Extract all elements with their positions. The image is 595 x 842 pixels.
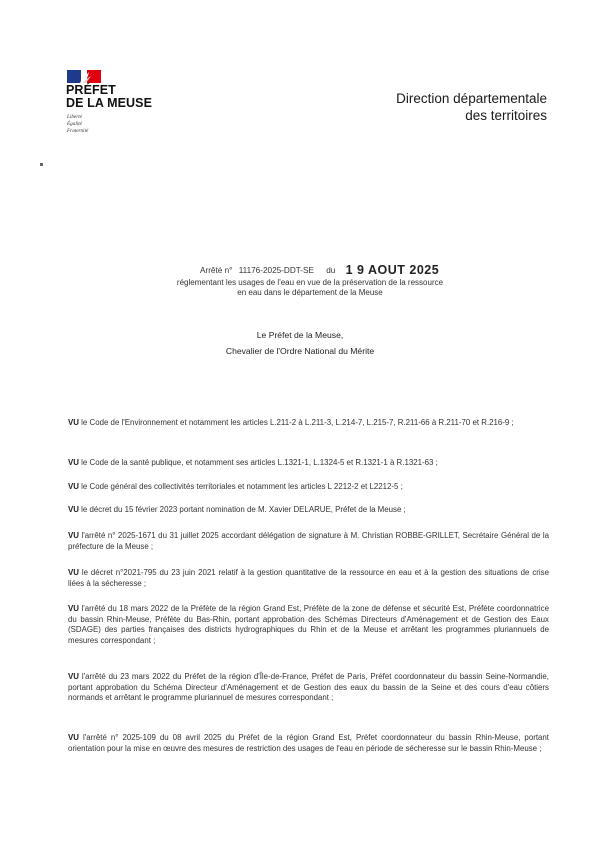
visa-paragraph — [68, 531, 549, 552]
motto-liberte: Liberté — [67, 114, 82, 120]
visa-text: l'arrêté n° 2025-109 du 08 avril 2025 du Préfet de la région Grand Est, Préfet coordonnateur du bassin Rhin-Meuse, portant orientation pour la mise en œuvre des mesures de restriction des usages de l'eau en période de sécheresse sur le bassin Rhin-Meuse ; — [68, 733, 549, 753]
motto-egalite: Égalité — [67, 121, 82, 128]
vu-label: VU — [68, 568, 79, 577]
vu-label: VU — [68, 505, 79, 514]
visa-paragraph — [68, 458, 549, 469]
visa-paragraph — [68, 505, 549, 516]
issuing-authority — [150, 328, 450, 359]
logo-line-2: DE LA MEUSE — [66, 96, 153, 110]
decree-heading — [200, 262, 439, 276]
department-line-1: Direction départementale — [396, 91, 547, 106]
visa-text: le Code de l'Environnement et notamment les articles L.211-2 à L.211-3, L.214-7, L.215-7, R.211-66 à R.211-70 et R.216-9 ; — [81, 418, 514, 427]
vu-label: VU — [68, 604, 79, 613]
visa-paragraph — [68, 418, 549, 429]
visa-text: l'arrêté du 18 mars 2022 de la Préfète de la région Grand Est, Préfète de la zone de défense et sécurité Est, Préfète coordonnatrice du bassin Rhin-Meuse, Préfète du Bas-Rhin, portant approbation des Schémas Directeurs d'Aménagement et de Gestion des Eaux (SDAGE) des parties françaises des districts hydrographiques du Rhin et de la Meuse et arrêtant les programmes pluriannuels de mesures correspondant ; — [68, 604, 549, 645]
motto-fraternite: Fraternité — [67, 128, 89, 135]
visa-text: l'arrêté du 23 mars 2022 du Préfet de la région d'Île-de-France, Préfet de Paris, Préfet coordonnateur du bassin Seine-Normandie, portant approbation du Schéma Directeur d'Aménagement et de Gestion des eaux du bassin de la Seine et des cours d'eau côtiers normands et arrêtant le programme pluriannuel de mesures correspondant ; — [68, 672, 549, 703]
visa-paragraph — [68, 568, 549, 589]
margin-mark — [40, 163, 43, 166]
subject-line-2: en eau dans le département de la Meuse — [237, 288, 383, 297]
visa-text: le Code général des collectivités territoriales et notamment les articles L 2212-2 et L2212-5 ; — [81, 482, 403, 491]
visa-paragraph — [68, 672, 549, 704]
logo-line-1: PRÉFET — [66, 83, 116, 97]
decree-subject — [130, 278, 490, 298]
authority-line-2: Chevalier de l'Ordre National du Mérite — [225, 345, 375, 356]
visa-paragraph — [68, 482, 549, 493]
vu-label: VU — [68, 418, 79, 427]
visa-text: l'arrêté n° 2025-1671 du 31 juillet 2025 accordant délégation de signature à M. Christian ROBBE-GRILLET, Secrétaire Général de la préfecture de la Meuse ; — [68, 531, 549, 551]
authority-line-1: Le Préfet de la Meuse, — [256, 330, 344, 340]
vu-label: VU — [68, 733, 79, 742]
department-name — [396, 90, 547, 124]
decree-number: 11176-2025-DDT-SE — [238, 266, 314, 275]
visa-text: le décret n°2021-795 du 23 juin 2021 relatif à la gestion quantitative de la ressource en eau et à la gestion des situations de crise liées à la sécheresse ; — [68, 568, 549, 588]
vu-label: VU — [68, 458, 79, 467]
republic-motto — [67, 114, 88, 136]
date-stamp: 1 9 AOUT 2025 — [345, 263, 440, 277]
visa-paragraph — [68, 604, 549, 646]
visa-text: le décret du 15 février 2023 portant nomination de M. Xavier DELARUE, Préfet de la Meuse ; — [81, 505, 406, 514]
prefecture-logo-title — [66, 84, 152, 110]
decree-date-prefix: du — [326, 266, 336, 275]
vu-label: VU — [68, 482, 79, 491]
subject-line-1: réglementant les usages de l'eau en vue de la préservation de la ressource — [176, 278, 444, 287]
department-line-2: des territoires — [465, 108, 547, 123]
visa-text: le Code de la santé publique, et notamment ses articles L.1321-1, L.1324-5 et R.1321-1 à R.1321-63 ; — [81, 458, 438, 467]
marianne-logo-icon — [67, 70, 101, 83]
vu-label: VU — [68, 531, 79, 540]
decree-label: Arrêté n° — [200, 266, 233, 275]
visa-paragraph — [68, 733, 549, 754]
vu-label: VU — [68, 672, 79, 681]
